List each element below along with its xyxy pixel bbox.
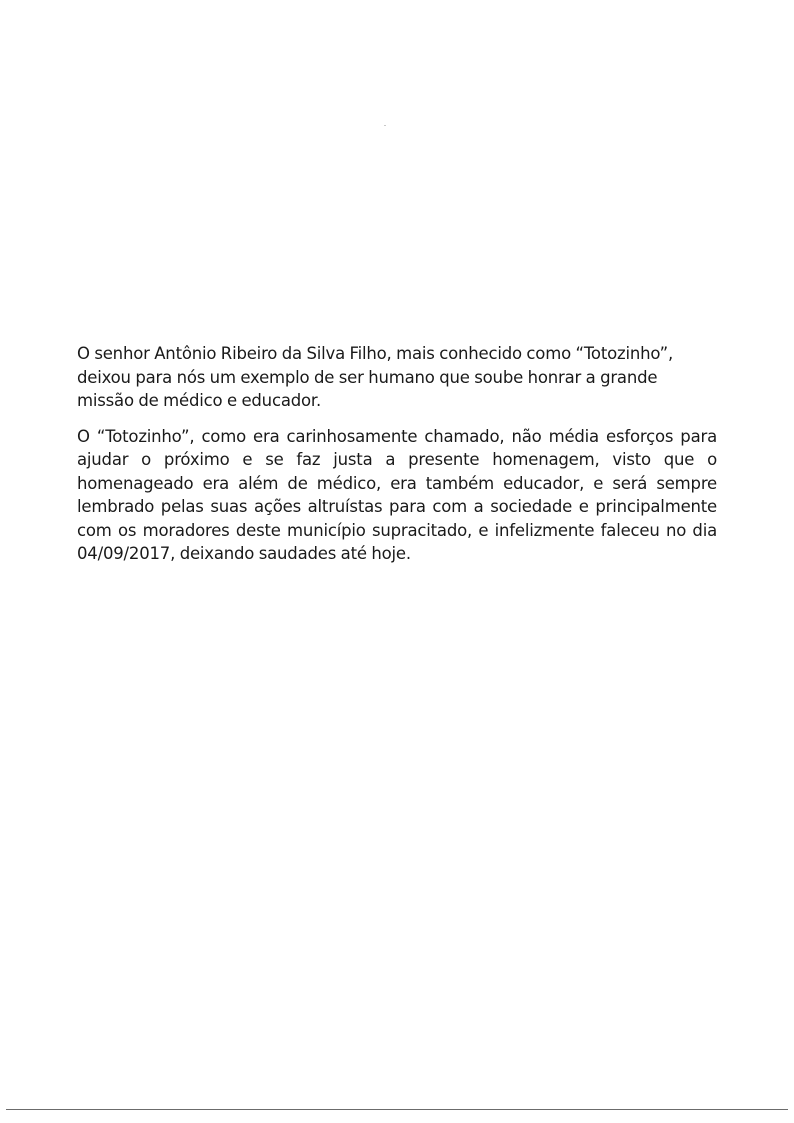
- scan-speck: [384, 125, 386, 126]
- paragraph-intro: O senhor Antônio Ribeiro da Silva Filho, mais conhecido como “Totozinho”, deixou para nós um exemplo de ser humano que soube honrar a grande missão de médico e educador.: [77, 344, 674, 410]
- document-body: [77, 342, 717, 578]
- paragraph-tribute: O “Totozinho”, como era carinhosamente chamado, não média esforços para ajudar o próximo e se faz justa a presente homenagem, visto que o homenageado era além de médico, era também educador, e será sempre lembrado pelas suas ações altruístas para com a sociedade e principalmente com os moradores deste município supracitado, e infelizmente faleceu no dia 04/09/2017, deixando saudades até hoje.: [77, 426, 717, 563]
- footer-rule: [6, 1109, 788, 1110]
